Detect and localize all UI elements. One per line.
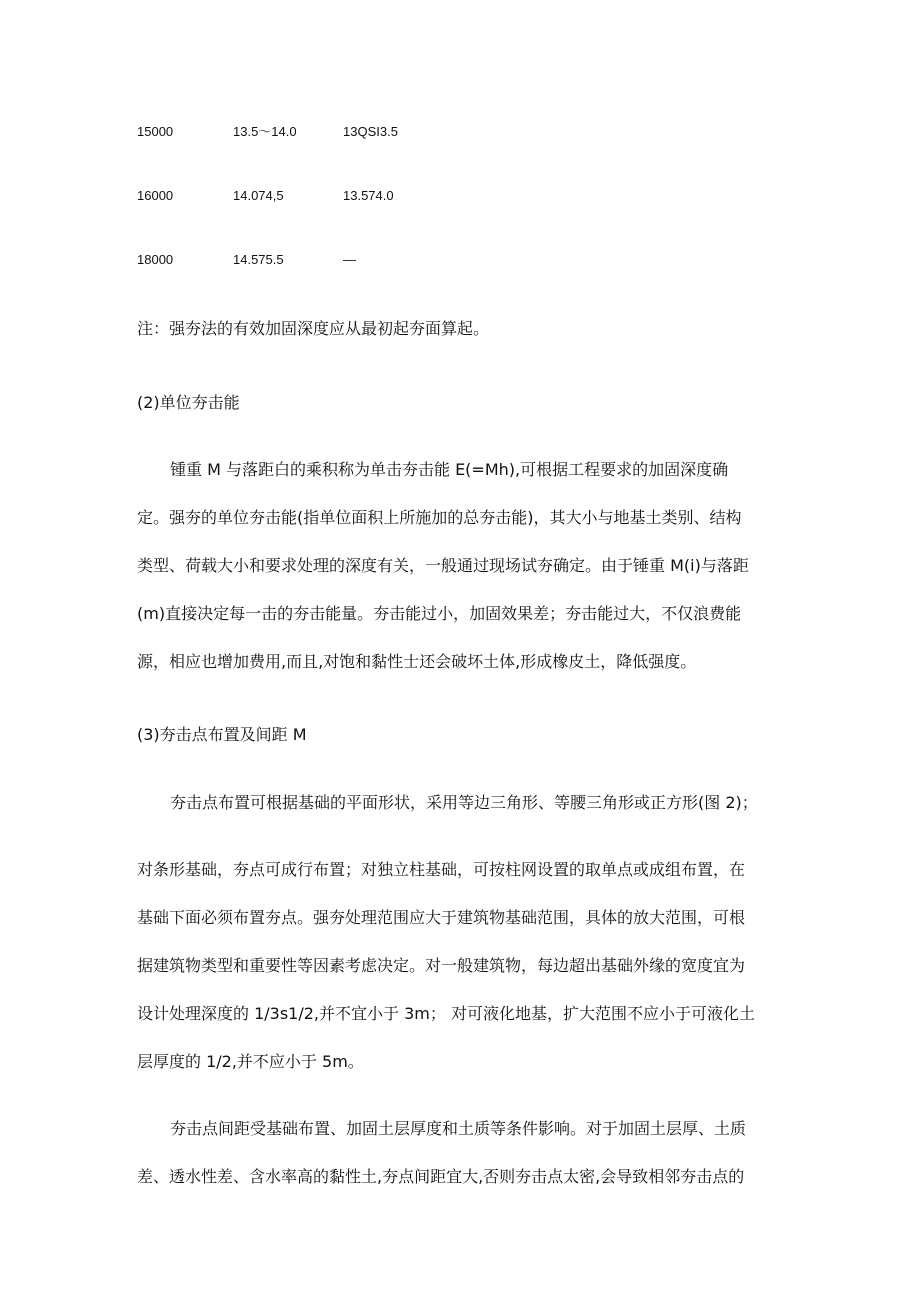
table-cell-energy: 15000 [137,124,174,139]
table-row [0,121,920,143]
table-cell-depth-b: — [343,252,356,267]
section2-line: 源，相应也增加费用,而且,对饱和黏性士还会破坏土体,形成橡皮土，降低强度。 [137,652,697,671]
table-row [0,249,920,271]
section3-p2-line: 设计处理深度的 1/3s1/2,并不宜小于 3m； 对可液化地基，扩大范围不应小于可液化土 [137,1004,755,1023]
section2-line: 锺重 M 与落距白的乘积称为单击夯击能 E(=Mh),可根据工程要求的加固深度确 [170,460,729,479]
section3-p2-line: 层厚度的 1/2,并不应小于 5m。 [137,1052,364,1071]
section3-p2-line: 据建筑物类型和重要性等因素考虑决定。对一般建筑物，每边超出基础外缘的宽度宜为 [137,956,746,975]
table-cell-depth-a: 14.575.5 [233,252,284,267]
section2-line: 定。强夯的单位夯击能(指单位面积上所施加的总夯击能)，其大小与地基土类别、结构 [137,508,742,527]
table-cell-energy: 16000 [137,188,174,203]
section3-heading: (3)夯击点布置及间距 M [137,725,307,744]
note-text: 注：强夯法的有效加固深度应从最初起夯面算起。 [137,319,490,338]
table-cell-depth-b: 13QSI3.5 [343,124,398,139]
section3-paragraph1: 夯击点布置可根据基础的平面形状，采用等边三角形、等腰三角形或正方形(图 2)； [170,793,758,812]
table-cell-depth-a: 13.5～14.0 [233,124,297,139]
section2-line: (m)直接决定每一击的夯击能量。夯击能过小，加固效果差；夯击能过大，不仅浪费能 [137,604,742,623]
section3-p3-line: 夯击点间距受基础布置、加固土层厚度和土质等条件影响。对于加固土层厚、土质 [170,1119,747,1138]
section2-line: 类型、荷载大小和要求处理的深度有关，一般通过现场试夯确定。由于锤重 M(i)与落距 [137,556,749,575]
table-cell-depth-a: 14.074,5 [233,188,284,203]
table-cell-energy: 18000 [137,252,174,267]
section2-heading: (2)单位夯击能 [137,393,240,412]
section3-p3-line: 差、透水性差、含水率高的黏性土,夯点间距宜大,否则夯击点太密,会导致相邻夯击点的 [137,1167,745,1186]
section3-p2-line: 对条形基础，夯点可成行布置；对独立柱基础，可按柱网设置的取单点或成组布置，在 [137,860,746,879]
table-row [0,185,920,207]
table-cell-depth-b: 13.574.0 [343,188,394,203]
section3-p2-line: 基础下面必须布置夯点。强夯处理范围应大于建筑物基础范围，具体的放大范围，可根 [137,908,746,927]
